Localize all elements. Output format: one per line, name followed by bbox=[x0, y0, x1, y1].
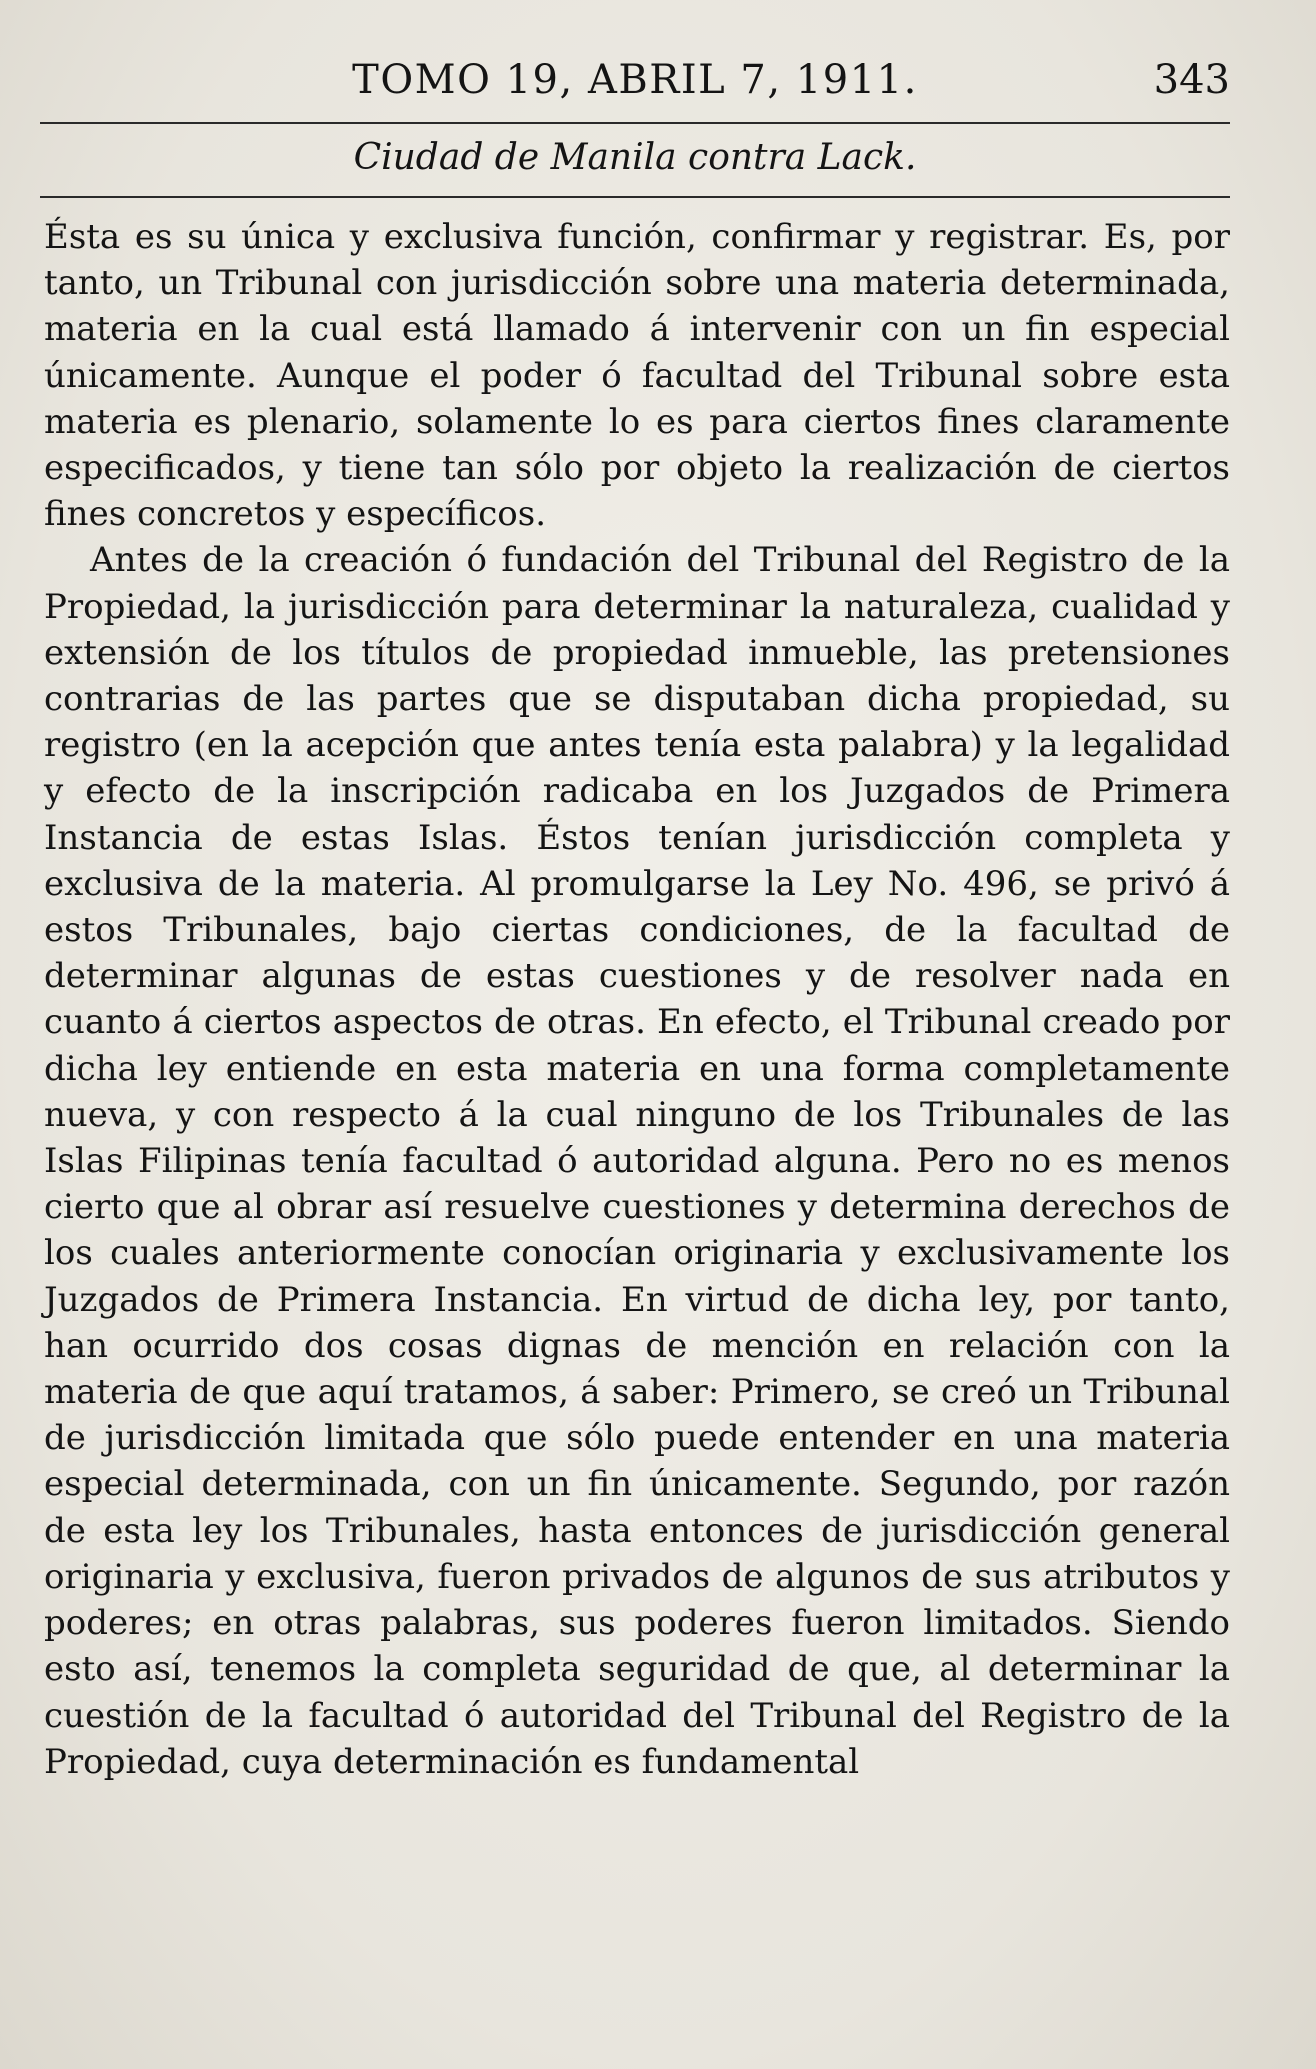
paragraph-2: Antes de la creación ó fundación del Tribunal del Registro de la Propiedad, la jurisdicción para determinar la naturaleza, cualidad y extensión de los títulos de propiedad inmueble, las pretensiones contrarias de las partes que se disputaban dicha propiedad, su registro (en la acepción que antes tenía esta palabra) y la legalidad y efecto de la inscripción radicaba en los Juzgados de Primera Instancia de estas Islas. Éstos tenían jurisdicción completa y exclusiva de la materia. Al promulgarse la Ley No. 496, se privó á estos Tribunales, bajo ciertas condiciones, de la facultad de determinar algunas de estas cuestiones y de resolver nada en cuanto á ciertos aspectos de otras. En efecto, el Tribunal creado por dicha ley entiende en esta materia en una forma completamente nueva, y con respecto á la cual ninguno de los Tribunales de las Islas Filipinas tenía facultad ó autoridad alguna. Pero no es menos cierto que al obrar así resuelve cuestiones y determina derechos de los cuales anteriormente conocían originaria y exclusivamente los Juzgados de Primera Instancia. En virtud de dicha ley, por tanto, han ocurrido dos cosas dignas de mención en relación con la materia de que aquí tratamos, á saber: Primero, se creó un Tribunal de jurisdicción limitada que sólo puede entender en una materia especial determinada, con un fin únicamente. Segundo, por razón de esta ley los Tribunales, hasta entonces de jurisdicción general originaria y exclusiva, fueron privados de algunos de sus atributos y poderes; en otras palabras, sus poderes fueron limitados. Siendo esto así, tenemos la completa seguridad de que, al determinar la cuestión de la facultad ó autoridad del Tribunal del Registro de la Propiedad, cuya determinación es fundamental bbox=[44, 540, 1230, 1782]
body-text bbox=[44, 214, 1230, 1785]
header-rule-bottom bbox=[40, 196, 1230, 198]
page-header bbox=[40, 52, 1230, 108]
paragraph-1: Ésta es su única y exclusiva función, confirmar y registrar. Es, por tanto, un Tribunal con jurisdicción sobre una materia determinada, materia en la cual está llamado á intervenir con un fin especial únicamente. Aunque el poder ó facultad del Tribunal sobre esta materia es plenario, solamente lo es para ciertos fines claramente especificados, y tiene tan sólo por objeto la realización de ciertos fines concretos y específicos. bbox=[44, 217, 1230, 535]
page-number: 343 bbox=[1153, 57, 1230, 103]
case-title: Ciudad de Manila contra Lack. bbox=[353, 137, 917, 178]
header-rule-top bbox=[40, 122, 1230, 124]
running-title: TOMO 19, ABRIL 7, 1911. bbox=[352, 57, 918, 103]
